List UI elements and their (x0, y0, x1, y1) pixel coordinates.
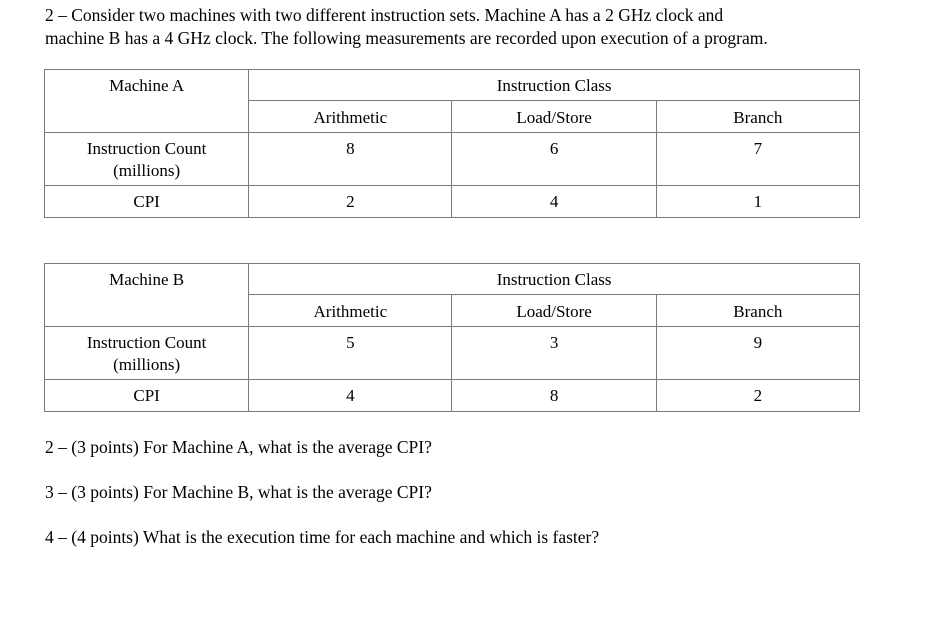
class-branch: Branch (656, 295, 859, 327)
count-arithmetic: 5 (249, 327, 452, 380)
question-2: 2 – (3 points) For Machine A, what is the average CPI? (45, 437, 432, 457)
count-label-line-1: Instruction Count (86, 139, 207, 158)
machine-a-table (44, 69, 860, 218)
class-arithmetic: Arithmetic (249, 295, 452, 327)
count-label-line-2: (millions) (113, 355, 181, 374)
class-branch: Branch (656, 101, 859, 133)
count-load-store: 6 (452, 133, 656, 186)
machine-name: Machine B (45, 264, 249, 295)
cpi-arithmetic: 2 (249, 186, 452, 218)
count-arithmetic: 8 (249, 133, 452, 186)
class-names-row (45, 101, 860, 133)
empty-cell (45, 101, 249, 133)
instruction-count-label (45, 133, 249, 186)
cpi-arithmetic: 4 (249, 380, 452, 412)
count-branch: 9 (656, 327, 859, 380)
instruction-class-header: Instruction Class (249, 264, 860, 295)
question-4: 4 – (4 points) What is the execution time for each machine and which is faster? (45, 527, 600, 547)
machine-name: Machine A (45, 70, 249, 101)
cpi-row (45, 186, 860, 218)
cpi-row (45, 380, 860, 412)
count-branch: 7 (656, 133, 859, 186)
empty-cell (45, 295, 249, 327)
cpi-load-store: 4 (452, 186, 656, 218)
cpi-load-store: 8 (452, 380, 656, 412)
count-label-line-1: Instruction Count (86, 333, 207, 352)
machine-b-table (44, 263, 860, 412)
class-load-store: Load/Store (452, 101, 656, 133)
problem-intro (45, 4, 945, 50)
class-load-store: Load/Store (452, 295, 656, 327)
cpi-branch: 2 (656, 380, 859, 412)
instruction-count-row (45, 327, 860, 380)
table-header-row (45, 70, 860, 101)
instruction-count-label (45, 327, 249, 380)
cpi-label: CPI (45, 186, 249, 218)
cpi-label: CPI (45, 380, 249, 412)
question-3: 3 – (3 points) For Machine B, what is the average CPI? (45, 482, 432, 502)
instruction-class-header: Instruction Class (249, 70, 860, 101)
count-load-store: 3 (452, 327, 656, 380)
class-names-row (45, 295, 860, 327)
intro-line-2: machine B has a 4 GHz clock. The following measurements are recorded upon execution of a program. (45, 28, 768, 48)
intro-line-1: 2 – Consider two machines with two different instruction sets. Machine A has a 2 GHz clock and (45, 5, 724, 25)
instruction-count-row (45, 133, 860, 186)
class-arithmetic: Arithmetic (249, 101, 452, 133)
table-header-row (45, 264, 860, 295)
cpi-branch: 1 (656, 186, 859, 218)
questions-list (45, 436, 599, 548)
count-label-line-2: (millions) (113, 161, 181, 180)
